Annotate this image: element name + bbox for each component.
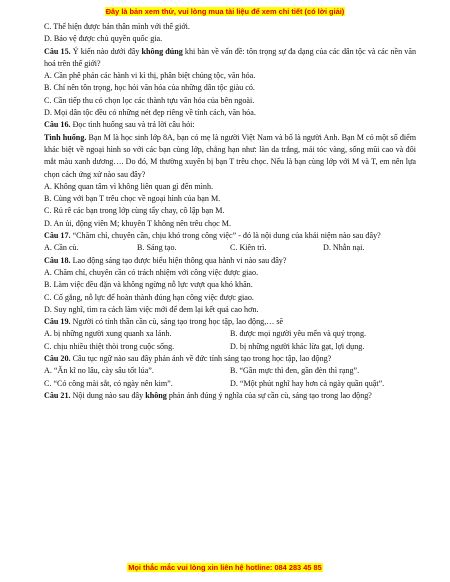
hotline-banner: Mọi thắc mắc vui lòng xin liên hệ hotline: 084 283 45 85 — [128, 563, 322, 572]
situation-paragraph: Tình huống. Bạn M là học sinh lớp 8A, bạn có mẹ là người Việt Nam và bố là người Anh. Bạn M có một số điểm khác biệt về ngoại hình so với các bạn cùng lớp, chẳng hạn như: làn da trắng, mái tóc vàng, sống mũi cao và đôi mắt màu xanh dương…. Do đó, M thường xuyên bị bạn T trêu chọc. Nếu là bạn cùng lớp với M và T, em nên lựa chọn cách ứng xử nào sau đây? — [44, 132, 417, 179]
answer-option: C. Cố gắng, nỗ lực để hoàn thành đúng hạn công việc được giao. — [44, 292, 254, 302]
answer-option: C. Cần tiếp thu có chọn lọc các thành tựu văn hóa của bên ngoài. — [44, 95, 255, 105]
answer-option: D. “Một phút nghĩ hay hơn cả ngày quần quật”. — [230, 378, 385, 388]
answer-option: B. Cùng với bạn T trêu chọc về ngoại hình của bạn M. — [44, 194, 221, 204]
answer-option: A. bị những người xung quanh xa lánh. — [44, 329, 172, 339]
answer-options-row — [44, 365, 416, 377]
preview-banner: Đây là bản xem thử, vui lòng mua tài liệu để xem chi tiết (có lời giải) — [105, 7, 345, 16]
question-16: Câu 16. Đọc tình huống sau và trả lời câu hỏi: — [44, 120, 195, 130]
question-18: Câu 18. Lao động sáng tạo được biểu hiện thông qua hành vi nào sau đây? — [44, 255, 287, 265]
answer-options-row — [44, 242, 416, 254]
answer-option: D. Mọi dân tộc đều có những nét đẹp riêng về tính cách, văn hóa. — [44, 108, 256, 118]
answer-option: D. Nhẫn nại. — [323, 243, 365, 253]
answer-option: B. Sáng tạo. — [137, 243, 177, 253]
question-19: Câu 19. Người có tính thần cần cù, sáng tạo trong học tập, lao động,… sẽ — [44, 317, 284, 327]
answer-option: A. Cần phê phán các hành vi kì thị, phân biệt chủng tộc, văn hóa. — [44, 71, 256, 81]
answer-option: C. “Có công mài sắt, có ngày nên kim”. — [44, 378, 173, 388]
question-17: Câu 17. “Chăm chỉ, chuyên cần, chịu khó trong công việc” - đó là nội dung của khái niệm nào sau đây? — [44, 231, 381, 241]
question-label: Câu 21. — [44, 390, 71, 400]
emphasis: không đúng — [141, 46, 183, 56]
carry-over-option: D. Bảo vệ được chủ quyền quốc gia. — [44, 34, 163, 44]
question-label: Câu 17. — [44, 231, 71, 241]
answer-option: B. Làm việc đều đặn và không ngừng nỗ lực vượt qua khó khăn. — [44, 280, 253, 290]
answer-options-row — [44, 341, 416, 353]
question-label: Câu 18. — [44, 255, 71, 265]
answer-option: A. Cần cù. — [44, 243, 79, 253]
answer-options-row — [44, 378, 416, 390]
situation-label: Tình huống. — [44, 132, 87, 142]
question-label: Câu 19. — [44, 317, 71, 327]
question-21: Câu 21. Nội dung nào sau đây không phản ánh đúng ý nghĩa của sự cần cù, sáng tạo trong lao động? — [44, 390, 372, 400]
answer-option: A. “Ăn kĩ no lâu, cày sâu tốt lúa”. — [44, 366, 154, 376]
carry-over-option: C. Thể hiện được bản thân mình với thế giới. — [44, 22, 190, 31]
answer-option: C. chịu nhiều thiệt thòi trong cuộc sống. — [44, 341, 175, 351]
answer-option: D. bị những người khác lừa gạt, lợi dụng. — [230, 341, 365, 351]
answer-option: B. được mọi người yêu mến và quý trọng. — [230, 329, 367, 339]
answer-options-row — [44, 328, 416, 340]
question-label: Câu 20. — [44, 354, 71, 364]
emphasis: không — [145, 390, 167, 400]
answer-option: D. An ủi, động viên M; khuyên T không nên trêu chọc M. — [44, 218, 231, 228]
document-body — [44, 21, 416, 402]
question-15: Câu 15. Ý kiến nào dưới đây không đúng khi bàn về vấn đề: tôn trọng sự đa dạng của các dân tộc và các nền văn hoá trên thế giới? — [44, 46, 416, 68]
answer-option: D. Suy nghĩ, tìm ra cách làm việc mới để đem lại kết quả cao hơn. — [44, 304, 259, 314]
answer-option: C. Rủ rê các bạn trong lớp cùng tẩy chay, cô lập bạn M. — [44, 206, 225, 216]
answer-option: B. Chỉ nên tôn trọng, học hỏi văn hóa của những dân tộc giàu có. — [44, 83, 255, 93]
question-label: Câu 16. — [44, 120, 71, 130]
answer-option: C. Kiên trì. — [230, 243, 267, 253]
question-20: Câu 20. Câu tục ngữ nào sau đây phản ánh về đức tính sáng tạo trong học tập, lao động? — [44, 354, 332, 364]
answer-option: A. Không quan tâm vì không liên quan gì đến mình. — [44, 181, 214, 191]
question-label: Câu 15. — [44, 46, 71, 56]
answer-option: B. “Gần mực thì đen, gần đèn thì rạng”. — [230, 366, 360, 376]
answer-option: A. Chăm chỉ, chuyên cần có trách nhiệm với công việc được giao. — [44, 267, 259, 277]
